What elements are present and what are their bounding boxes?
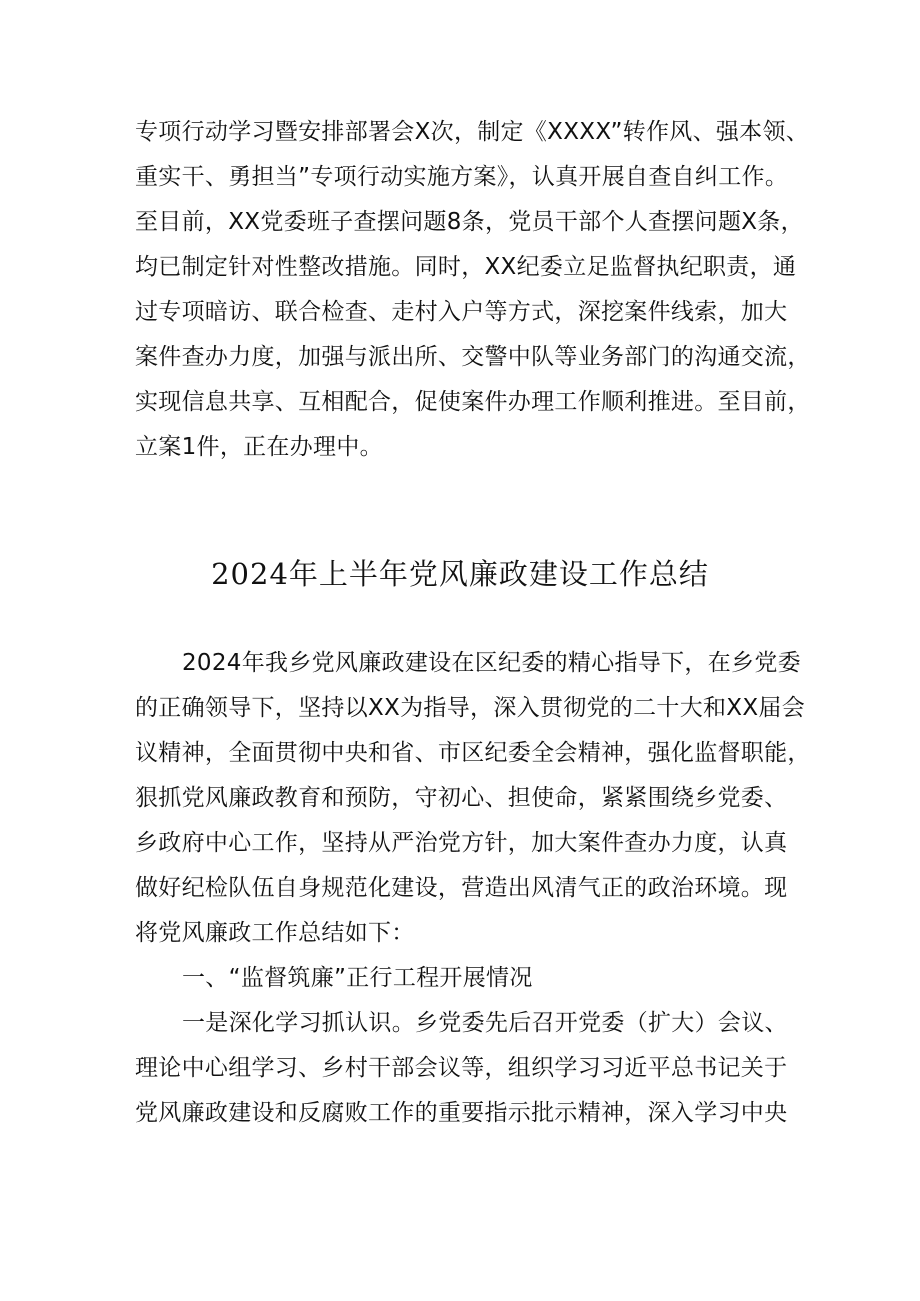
body-text-line: 2024年我乡党风廉政建设在区纪委的精心指导下，在乡党委 bbox=[182, 650, 801, 676]
body-text-line: 实现信息共享、互相配合，促使案件办理工作顺利推进。至目前， bbox=[135, 389, 811, 415]
body-text-line: 专项行动学习暨安排部署会X次，制定《XXXX”转作风、强本领、 bbox=[135, 119, 810, 145]
body-text-line: 党风廉政建设和反腐败工作的重要指示批示精神，深入学习中央 bbox=[135, 1100, 788, 1126]
body-text-line: 的正确领导下，坚持以XX为指导，深入贯彻党的二十大和XX届会 bbox=[135, 695, 806, 721]
body-text-line: 均已制定针对性整改措施。同时，XX纪委立足监督执纪职责，通 bbox=[135, 254, 797, 280]
body-text-line: 狠抓党风廉政教育和预防，守初心、担使命，紧紧围绕乡党委、 bbox=[135, 785, 788, 811]
body-text-line: 立案1件，正在办理中。 bbox=[135, 434, 383, 460]
body-text-line: 至目前，XX党委班子查摆问题8条，党员干部个人查摆问题X条， bbox=[135, 209, 804, 235]
body-text-line: 将党风廉政工作总结如下： bbox=[135, 920, 415, 946]
body-text-line: 一是深化学习抓认识。乡党委先后召开党委（扩大）会议、 bbox=[182, 1010, 788, 1036]
body-text-line: 案件查办力度，加强与派出所、交警中队等业务部门的沟通交流， bbox=[135, 344, 811, 370]
body-text-line: 乡政府中心工作，坚持从严治党方针，加大案件查办力度，认真 bbox=[135, 830, 788, 856]
body-text-line: 重实干、勇担当”专项行动实施方案》，认真开展自查自纠工作。 bbox=[135, 164, 789, 190]
body-text-line: 过专项暗访、联合检查、走村入户等方式，深挖案件线索，加大 bbox=[135, 299, 788, 325]
body-text-line: 做好纪检队伍自身规范化建设，营造出风清气正的政治环境。现 bbox=[135, 875, 788, 901]
body-text-line: 理论中心组学习、乡村干部会议等，组织学习习近平总书记关于 bbox=[135, 1055, 788, 1081]
section-heading: 一、“监督筑廉”正行工程开展情况 bbox=[182, 965, 533, 991]
body-text-line: 议精神，全面贯彻中央和省、市区纪委全会精神，强化监督职能， bbox=[135, 740, 811, 766]
document-title: 2024年上半年党风廉政建设工作总结 bbox=[211, 557, 709, 591]
